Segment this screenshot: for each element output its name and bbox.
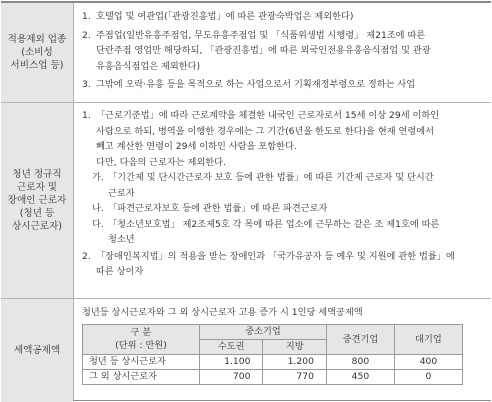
list-item: 1. 「근로기준법」에 따라 근로계약을 체결한 내국인 근로자로서 15세 이상 29세 이하인 사람으로 하되, 병역을 이행한 경우에는 그 기간(6년을 한도로 한다)을 현재 연령에서 빼고 계산한 연령이 29세 이하인 사람을 포함한다. [82,110,440,152]
header-large: 대기업 [394,324,462,354]
header-metro: 수도권 [199,339,263,354]
list-item: 1. 호텔업 및 여관업(「관광진흥법」에 따른 관광숙박업은 제외한다) [82,11,354,22]
header-kind: 구 분 (단위 : 만원) [83,324,200,354]
cell-mid: 800 [326,354,394,369]
cell-mid: 450 [326,369,394,384]
label-excluded-industries: 적용제외 업종 (소비성 서비스업 등) [1,3,74,102]
tax-credit-title: 청년등 상시근로자와 그 외 상시근로자 고용 증가 시 1인당 세액공제액 [82,307,363,318]
header-local: 지방 [263,339,327,354]
label-youth-workers: 청년 정규직 근로자 및 장애인 근로자 (청년 등 상시근로자) [1,103,74,298]
cell-metro: 1.100 [199,354,263,369]
cell-local: 1.200 [263,354,327,369]
cell-large: 0 [394,369,462,384]
row-name: 청년 등 상시근로자 [83,354,200,369]
sub-item: 다. 「청소년보호법」 제2조제5호 각 목에 따른 업소에 근무하는 같은 조 제1호에 따른 청소년 [92,218,440,245]
row-youth-disabled-workers [1,103,491,299]
table-row [83,354,463,369]
table-row [83,369,463,384]
list-item: 3. 그밖에 오락·유흥 등을 목적으로 하는 사업으로서 기획재정부령으로 정하는 사업 [82,79,416,90]
excluded-industries-content [74,3,491,102]
label-tax-credit: 세액공제액 [1,299,74,402]
cell-large: 400 [394,354,462,369]
row-tax-credit [1,299,491,402]
list-item: 2. 주점업(일반유흥주점업, 무도유흥주점업 및 「식품위생법 시행령」 제21조에 따른 단란주점 영업만 해당하되, 「관광진흥법」에 따른 외국인전용유흥음식점업 및 관광 유흥음식점업은 제외한다) [82,29,431,72]
cell-metro: 700 [199,369,263,384]
document-table [1,1,491,401]
header-sme: 중소기업 [199,324,326,339]
youth-workers-content [74,103,491,298]
tax-credit-content [74,299,491,402]
header-mid: 중견기업 [326,324,394,354]
sub-item: 가. 「기간제 및 단시간근로자 보호 등에 관한 법률」에 따른 기간제 근로자 및 단시간 근로자 [92,172,434,199]
tax-credit-table [82,324,463,385]
exclusion-note: 다만, 다음의 근로자는 제외한다. [96,156,226,168]
sub-item: 나. 「파견근로자보호 등에 관한 법률」에 따른 파견근로자 [92,203,328,214]
row-excluded-industries [1,3,491,103]
row-name: 그 외 상시근로자 [83,369,200,384]
list-item: 2. 「장애인복지법」의 적용을 받는 장애인과 「국가유공자 등 예우 및 지원에 관한 법률」에 따른 상이자 [82,250,455,277]
cell-local: 770 [263,369,327,384]
